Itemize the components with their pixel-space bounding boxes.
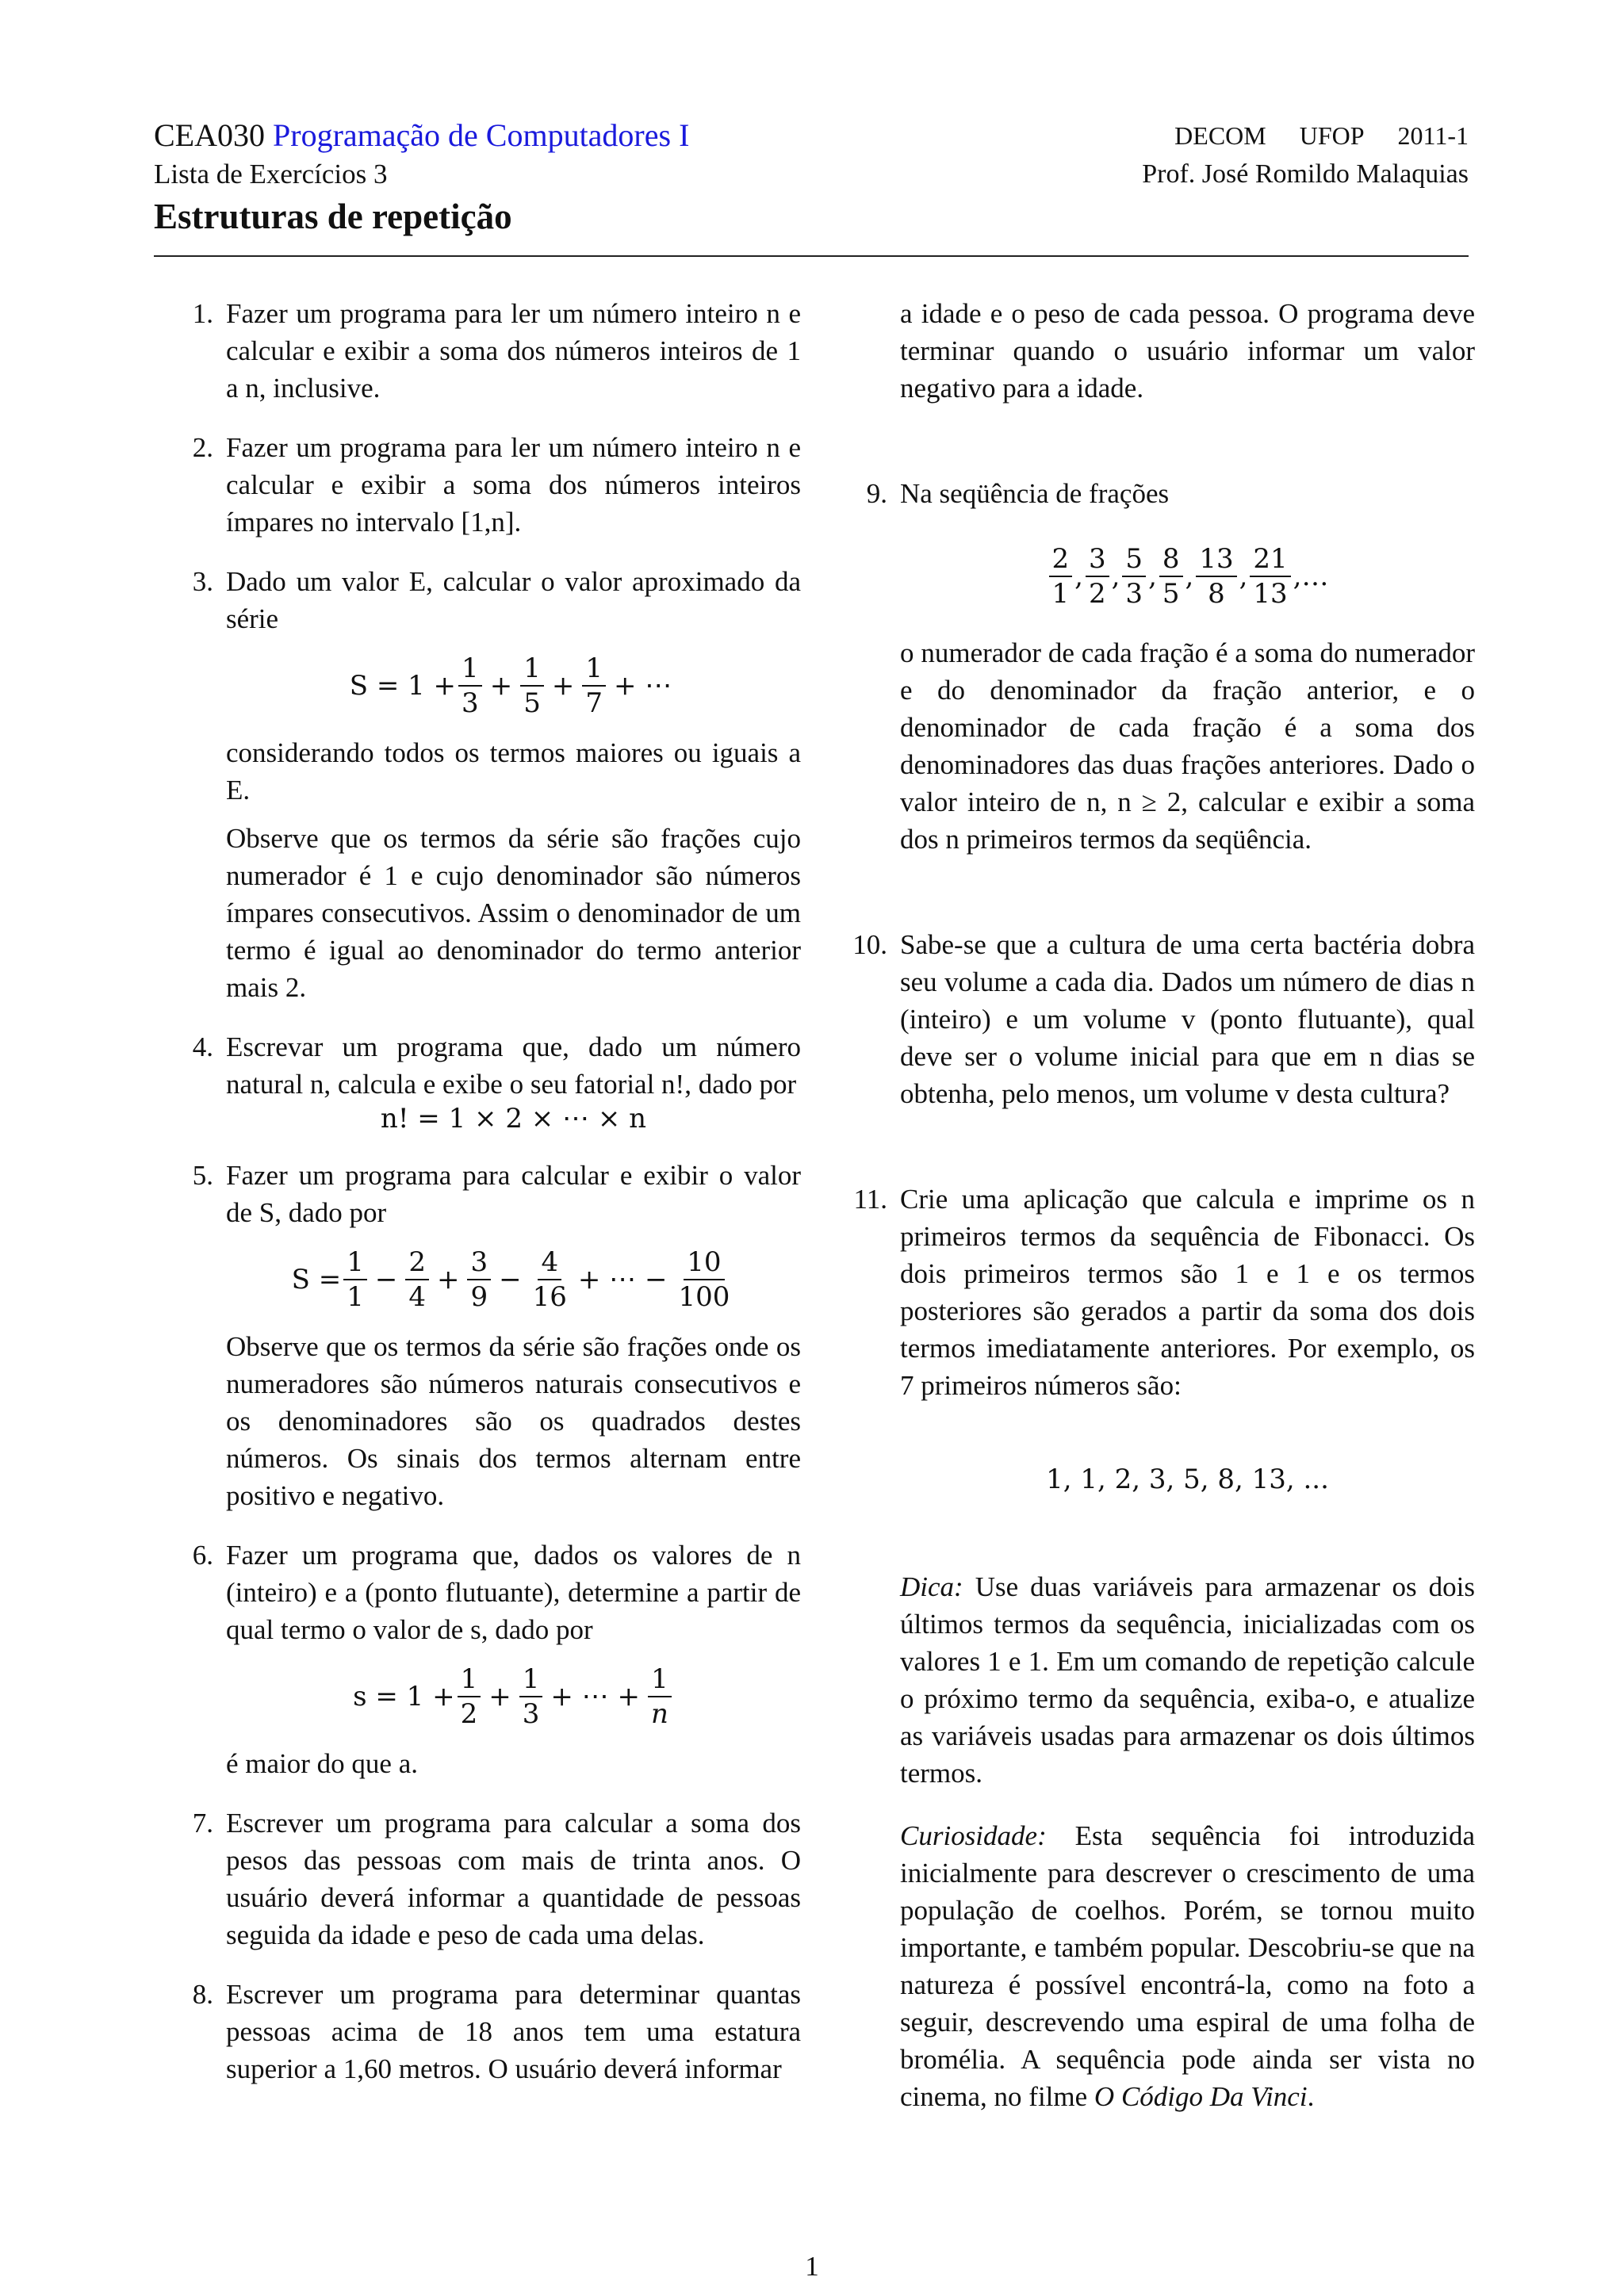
curiosity-label: Curiosidade: [900,1820,1047,1851]
exercise-number: 3. [192,566,213,597]
fraction [343,1246,367,1314]
fraction [1159,542,1183,610]
denominator: 16 [532,1281,567,1313]
factorial-formula: n! = 1 × 2 × ⋯ × n [380,1103,647,1135]
exercise-text: Crie uma aplicação que calcula e imprime os n primeiros termos da sequência de Fibonacci. Os dois primeiros termos são 1 e 1 e os termos posteriores são gerados a partir da soma dos dois termos imediatamente anteriores. Por exemplo, os 7 primeiros números são: [900,1184,1475,1401]
numerator: 1 [343,1246,367,1280]
denominator: 3 [522,1698,540,1730]
exercise-6 [192,1536,801,1782]
curiosity-text: Esta sequência foi introduzida inicialmente para descrever o crescimento de uma população de coelhos. Porém, se tornou muito importante, e também popular. Descobriu-se que na natureza é possível encontrá-la, como na foto a seguir, descrevendo uma espiral de uma folha de bromélia. A sequência pode ainda ser vista no cinema, no filme [900,1820,1475,2112]
numerator: 4 [538,1246,561,1280]
numerator: 1 [458,652,482,687]
exercise-2 [192,429,801,541]
page-number: 1 [805,2251,819,2282]
institution-line [834,115,1469,156]
denominator: 13 [1253,578,1288,610]
course-name: Programação de Computadores I [273,117,690,153]
numerator: 5 [1122,542,1146,577]
exercise-number: 2. [192,432,213,463]
exercise-text: Na seqüência de frações [900,478,1170,509]
fraction [519,1663,543,1731]
formula-lhs: s = 1 + [353,1681,455,1712]
denominator: 3 [1125,578,1143,610]
numerator: 21 [1250,542,1290,577]
exercise-8-continued [900,295,1475,407]
denominator: 2 [1088,578,1106,610]
formula-tail: + ⋯ [613,670,672,702]
denominator: 7 [585,687,603,719]
denominator: 100 [678,1281,730,1313]
exercise-number: 4. [192,1031,213,1062]
exercise-7 [192,1804,801,1954]
numerator: 13 [1196,542,1236,577]
exercise-note: Observe que os termos da série são frações cujo numerador é 1 e cujo denominador são números ímpares consecutivos. Assim o denominador de um termo é igual ao denominador do termo anterior mais 2. [226,823,801,1003]
denominator: 1 [347,1281,364,1313]
film-title: O Código Da Vinci [1094,2081,1308,2112]
course-code: CEA030 [154,117,265,153]
fraction [648,1663,672,1731]
exercise-text: Fazer um programa para calcular e exibir o valor de S, dado por [226,1160,801,1228]
exercise-number: 5. [192,1160,213,1191]
dept: DECOM [1174,121,1266,150]
professor: Prof. José Romildo Malaquias [1142,159,1469,189]
series-formula-e3: S = 1 + $\frac{1}{3}$ + $\frac{1}{5}$ + $\frac{1}{7}$ + ⋯ [349,652,672,719]
exercise-text: Fazer um programa que, dados os valores de n (inteiro) e a (ponto flutuante), determine a partir de qual termo o valor de s, dado por [226,1540,801,1645]
numerator: 1 [520,652,544,687]
series-formula-e5 [226,1246,801,1314]
fibonacci-sequence: 1, 1, 2, 3, 5, 8, 13, ... [1046,1464,1329,1495]
exercise-text: a idade e o peso de cada pessoa. O programa deve terminar quando o usuário informar um valor negativo para a idade. [900,298,1475,404]
fraction [1086,542,1109,610]
exercise-text-after: é maior do que a. [226,1748,418,1779]
exercise-text: Sabe-se que a cultura de uma certa bactéria dobra seu volume a cada dia. Dados um número de dias n (inteiro) e um volume v (ponto flutuante), qual deve ser o volume inicial para que em n dias se obtenha, pelo menos, um volume v desta cultura? [900,929,1475,1109]
operator: + ⋯ − [577,1264,668,1295]
page-title: Estruturas de repetição [154,197,512,236]
numerator: 3 [1086,542,1109,577]
operator: + [436,1264,460,1295]
header-left [154,115,947,240]
header-divider [154,255,1469,257]
exercise-text-after: o numerador de cada fração é a soma do numerador e do denominador da fração anterior, e o denominador de cada fração é a soma dos denominadores das duas frações anteriores. Dado o valor inteiro de n, n ≥ 2, calcular e exibir a soma dos n primeiros termos da seqüência. [900,637,1475,855]
numerator: 1 [582,652,606,687]
operator: − [374,1264,398,1295]
fraction-sequence: $\frac{2}{1}$ , $\frac{3}{2}$ , $\frac{5}{3}$ , $\frac{8}{5}$ , $\frac{13}{8}$ , $\frac{21}{13}$ , … [900,542,1475,610]
exercise-text: Escrever um programa para calcular a soma dos pesos das pessoas com mais de trinta anos. O usuário deverá informar a quantidade de pessoas seguida da idade e peso de cada uma delas. [226,1808,801,1950]
exercise-text: Fazer um programa para ler um número inteiro n e calcular e exibir a soma dos números inteiros de 1 a n, inclusive. [226,298,801,404]
exercise-3 [192,563,801,1006]
exercise-8 [192,1976,801,2087]
exercise-text: Dado um valor E, calcular o valor aproximado da série [226,566,801,634]
list-label: Lista de Exercícios 3 [154,159,388,189]
exercise-text-after: considerando todos os termos maiores ou iguais a E. [226,737,801,806]
exercise-text: Escrevar um programa que, dado um número natural n, calcula e exibe o seu fatorial n!, dado por [226,1031,801,1100]
exercise-1 [192,295,801,407]
denominator: 1 [1051,578,1070,610]
exercise-9 [866,475,1475,858]
fraction [675,1246,733,1314]
fraction [520,652,544,720]
denominator: 2 [460,1698,478,1730]
formula-lhs: S = [291,1264,342,1295]
exercise-number: 6. [192,1540,213,1571]
exercise-10 [852,926,1475,1112]
operator: + ⋯ + [550,1681,640,1712]
exercise-number: 7. [192,1808,213,1839]
numerator: 3 [467,1246,491,1280]
fraction [1250,542,1290,610]
fraction [530,1246,570,1314]
numerator: 2 [1049,542,1073,577]
series-formula-e6: s = 1 + $\frac{1}{2}$ + $\frac{1}{3}$ + ⋯ + $\frac{1}{n}$ [226,1663,801,1731]
exercise-5 [192,1157,801,1514]
numerator: 1 [458,1663,481,1697]
numerator: 1 [648,1663,672,1697]
exercise-number: 1. [192,298,213,329]
denominator: 9 [470,1281,488,1313]
fraction [458,652,482,720]
operator: − [499,1264,522,1295]
left-column [192,295,801,2110]
formula-lhs: S = 1 + [349,670,457,702]
header-right [834,115,1469,193]
course-line [154,115,947,156]
fraction [467,1246,491,1314]
numerator: 1 [519,1663,543,1697]
denominator: 3 [462,687,479,719]
exercise-note: Observe que os termos da série são frações onde os numeradores são números naturais consecutivos e os denominadores são os quadrados destes números. Os sinais dos termos alternam entre positivo e negativo. [226,1331,801,1511]
hint-paragraph [900,1568,1475,1792]
fraction [405,1246,429,1314]
numerator: 8 [1159,542,1183,577]
right-column [852,295,1476,2137]
sentence-end: . [1307,2081,1315,2112]
university: UFOP [1299,121,1365,150]
denominator: n [650,1698,668,1730]
hint-text: Use duas variáveis para armazenar os dois últimos termos da sequência, inicializadas com os valores 1 e 1. Em um comando de repetição calcule o próximo termo da sequência, exiba-o, e atualize as variáveis usadas para armazenar os dois últimos termos. [900,1571,1476,1789]
denominator: 4 [408,1281,426,1313]
fraction [1122,542,1146,610]
numerator: 2 [405,1246,429,1280]
fraction [458,1663,481,1731]
exercise-4 [192,1028,801,1135]
exercise-number: 10. [852,929,887,960]
denominator: 5 [523,687,541,719]
exercise-number: 9. [866,478,887,509]
fraction [1049,542,1073,610]
exercise-number: 8. [192,1979,213,2010]
term: 2011-1 [1397,121,1469,150]
exercise-text: Escrever um programa para determinar quantas pessoas acima de 18 anos tem uma estatura superior a 1,60 metros. O usuário deverá informar [226,1979,801,2084]
exercise-number: 11. [853,1184,887,1215]
exercise-text: Fazer um programa para ler um número inteiro n e calcular e exibir a soma dos números inteiros ímpares no intervalo [1,n]. [226,432,801,538]
exercise-11 [853,1181,1476,2115]
fraction [582,652,606,720]
denominator: 8 [1208,578,1225,610]
curiosity-paragraph [900,1817,1475,2115]
denominator: 5 [1162,578,1180,610]
fraction [1196,542,1236,610]
sequence-tail: … [1301,561,1329,592]
hint-label: Dica: [900,1571,963,1602]
numerator: 10 [684,1246,724,1280]
